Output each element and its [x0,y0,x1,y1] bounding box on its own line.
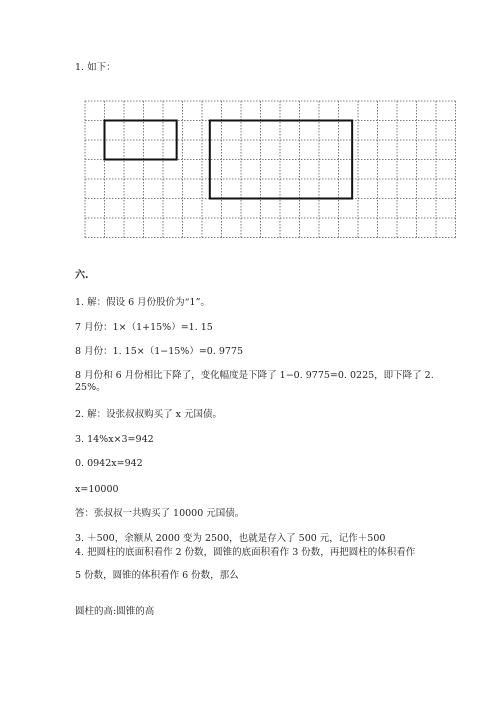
answer-line-12: 5 份数，圆锥的体积看作 6 份数，那么 [75,570,239,581]
answer-line-8: x=10000 [75,484,119,495]
answer-line-13: 圆柱的高:圆锥的高 [75,606,155,617]
intro-text: 1. 如下： [75,62,116,73]
answer-line-11: 4. 把圆柱的底面积看作 2 份数，圆锥的底面积看作 3 份数，再把圆柱的体积看作 [75,547,416,558]
answer-line-7: 0. 0942x=942 [75,458,143,469]
answer-line-6: 3. 14%x×3=942 [75,434,154,445]
answer-line-4: 8 月份和 6 月份相比下降了，变化幅度是下降了 1−0. 9775=0. 0225，即下降了 2. 25%。 [75,370,434,393]
answer-line-3: 8 月份：1. 15×（1−15%）=0. 9775 [75,346,244,357]
section-heading: 六. [75,270,89,281]
grid-figure [84,100,464,240]
answer-line-2: 7 月份：1×（1+15%）=1. 15 [75,322,213,333]
answer-line-9: 答：张叔叔一共购买了 10000 元国债。 [75,508,245,519]
answer-line-1: 1. 解：假设 6 月份股价为“1”。 [75,297,210,308]
answer-line-10: 3. ＋500，余额从 2000 变为 2500，也就是存入了 500 元，记作＋500 [75,533,386,544]
answer-line-5: 2. 解：设张叔叔购买了 x 元国债。 [75,409,222,420]
